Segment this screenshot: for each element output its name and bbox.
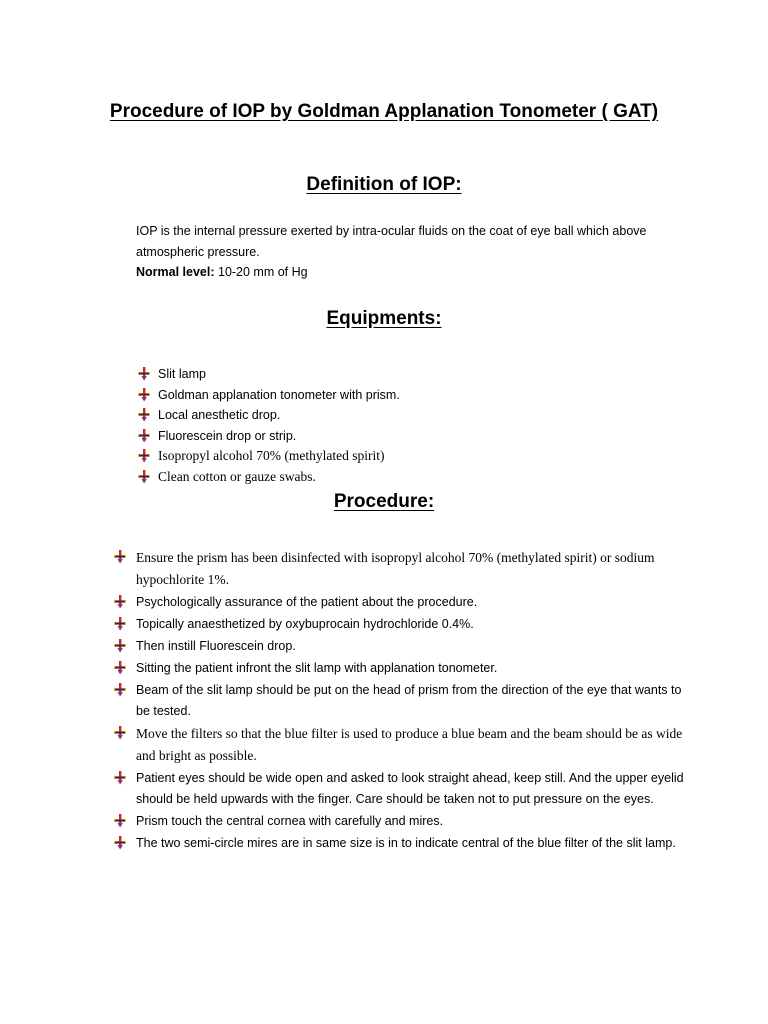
normal-level-value: 10-20 mm of Hg: [214, 265, 308, 279]
procedure-step: [113, 833, 688, 854]
procedure-step: [113, 592, 688, 613]
cross-arrow-bullet-icon: [113, 683, 127, 697]
list-item: [137, 426, 657, 447]
procedure-step: [113, 658, 688, 679]
list-item-text: Fluorescein drop or strip.: [158, 428, 297, 443]
cross-arrow-bullet-icon: [113, 836, 127, 850]
definition-text: IOP is the internal pressure exerted by intra-ocular fluids on the coat of eye ball which above atmospheric pressure.: [136, 224, 647, 259]
procedure-step: [113, 723, 688, 767]
procedure-step-text: Prism touch the central cornea with carefully and mires.: [136, 814, 444, 828]
cross-arrow-bullet-icon: [113, 639, 127, 653]
procedure-list: [113, 547, 688, 855]
list-item: [137, 446, 657, 467]
procedure-step: [113, 614, 688, 635]
cross-arrow-bullet-icon: [113, 814, 127, 828]
cross-arrow-bullet-icon: [113, 617, 127, 631]
list-item: [137, 405, 657, 426]
list-item-text: Slit lamp: [158, 367, 206, 381]
cross-arrow-bullet-icon: [113, 550, 127, 564]
document-title: Procedure of IOP by Goldman Applanation Tonometer ( GAT): [109, 101, 659, 122]
list-item-text: Local anesthetic drop.: [158, 408, 281, 423]
cross-arrow-bullet-icon: [137, 470, 151, 484]
cross-arrow-bullet-icon: [137, 367, 151, 381]
list-item: [137, 467, 657, 488]
procedure-step: [113, 680, 688, 722]
procedure-step-text: Beam of the slit lamp should be put on the head of prism from the direction of the eye that wants to be tested.: [136, 683, 682, 718]
procedure-step-text: The two semi-circle mires are in same size is in to indicate central of the blue filter of the slit lamp.: [136, 836, 676, 850]
procedure-step-text: Move the filters so that the blue filter is used to produce a blue beam and the beam should be as wide and bright as possible.: [136, 726, 683, 763]
procedure-step: [113, 636, 688, 657]
procedure-step-text: Sitting the patient infront the slit lamp with applanation tonometer.: [136, 661, 498, 675]
procedure-step: [113, 547, 688, 591]
procedure-step: [113, 811, 688, 832]
procedure-step-text: Then instill Fluorescein drop.: [136, 639, 296, 653]
procedure-heading: Procedure:: [333, 491, 435, 512]
procedure-step-text: Topically anaesthetized by oxybuprocain hydrochloride 0.4%.: [136, 617, 474, 631]
definition-heading: Definition of IOP:: [306, 174, 462, 195]
normal-level-line: [136, 262, 676, 283]
procedure-step: [113, 768, 688, 810]
cross-arrow-bullet-icon: [113, 661, 127, 675]
cross-arrow-bullet-icon: [137, 388, 151, 402]
list-item: [137, 364, 657, 385]
cross-arrow-bullet-icon: [113, 726, 127, 740]
cross-arrow-bullet-icon: [137, 408, 151, 422]
procedure-step-text: Psychologically assurance of the patient about the procedure.: [136, 595, 478, 609]
procedure-step-text: Ensure the prism has been disinfected with isopropyl alcohol 70% (methylated spirit) or sodium hypochlorite 1%.: [136, 550, 655, 587]
list-item-text: Isopropyl alcohol 70% (methylated spirit): [158, 448, 385, 464]
list-item-text: Clean cotton or gauze swabs.: [158, 468, 316, 484]
procedure-step-text: Patient eyes should be wide open and asked to look straight ahead, keep still. And the upper eyelid should be held upwards with the finger. Care should be taken not to put pressure on the eyes.: [136, 771, 684, 806]
list-item: [137, 385, 657, 406]
cross-arrow-bullet-icon: [137, 449, 151, 463]
cross-arrow-bullet-icon: [137, 429, 151, 443]
equipments-list: [137, 364, 657, 488]
list-item-text: Goldman applanation tonometer with prism.: [158, 387, 400, 402]
equipments-heading: Equipments:: [326, 308, 442, 329]
normal-level-label: Normal level:: [136, 265, 215, 279]
cross-arrow-bullet-icon: [113, 771, 127, 785]
cross-arrow-bullet-icon: [113, 595, 127, 609]
